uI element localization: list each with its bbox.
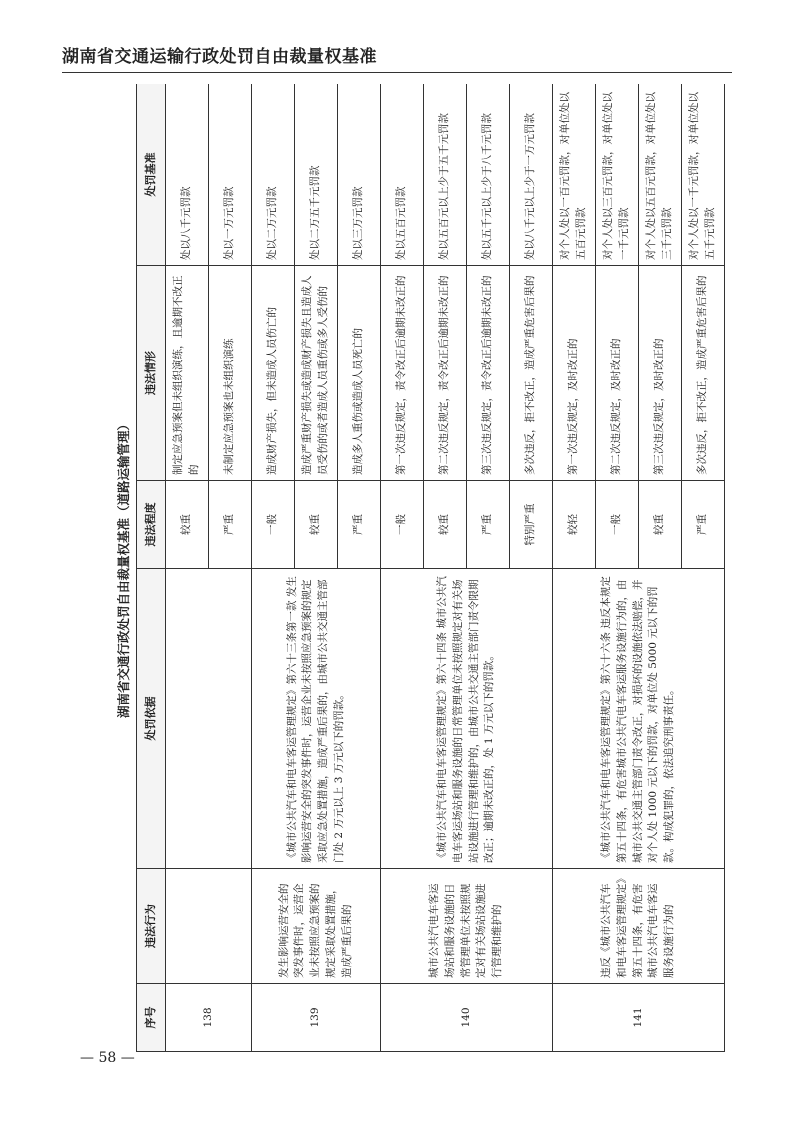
rotated-table-frame <box>112 84 729 1052</box>
violation-circumstance: 第三次违反规定，及时改正的 <box>639 266 682 481</box>
violation-degree: 严重 <box>338 481 381 569</box>
violation-degree: 严重 <box>682 481 725 569</box>
row-number: 141 <box>553 984 725 1052</box>
violation-degree: 特别严重 <box>510 481 553 569</box>
document-header-title: 湖南省交通运输行政处罚自由裁量权基准 <box>62 47 377 67</box>
violation-circumstance: 第二次违反规定，及时改正的 <box>596 266 639 481</box>
penalty-standard: 处以五千元以上少于八千元罚款 <box>467 84 510 266</box>
violation-circumstance: 造成财产损失，但未造成人员伤亡的 <box>252 266 295 481</box>
violation-circumstance: 多次违反，拒不改正，造成严重危害后果的 <box>510 266 553 481</box>
row-number: 139 <box>252 984 381 1052</box>
penalty-basis: 《城市公共汽车和电车客运管理规定》第六十四条 城市公共汽电车客运场站和服务设施的日常管理单位未按照规定对有关场站设施进行管理和维护的，由城市公共交通主管部门责令限期改正；逾期未改正的，处 1 万元以下的罚款。 <box>381 569 553 869</box>
penalty-standards-table <box>136 84 725 1052</box>
penalty-standard: 处以八千元罚款 <box>166 84 209 266</box>
violation-degree: 较重 <box>424 481 467 569</box>
violation-circumstance: 第三次违反规定，责令改正后逾期未改正的 <box>467 266 510 481</box>
penalty-standard: 处以二万元罚款 <box>252 84 295 266</box>
penalty-standard: 处以一万元罚款 <box>209 84 252 266</box>
violation-degree: 一般 <box>596 481 639 569</box>
violation-degree: 较重 <box>295 481 338 569</box>
violation-circumstance: 制定应急预案但未组织演练，且逾期不改正的 <box>166 266 209 481</box>
violation-circumstance: 第一次违反规定，及时改正的 <box>553 266 596 481</box>
row-number: 140 <box>381 984 553 1052</box>
table-row <box>553 84 596 1052</box>
col-header-act: 违法行为 <box>137 869 166 984</box>
violation-circumstance: 多次违反，拒不改正，造成严重危害后果的 <box>682 266 725 481</box>
penalty-standard: 处以五百元以上少于五千元罚款 <box>424 84 467 266</box>
header-rule <box>62 72 732 73</box>
table-header-row <box>137 84 166 1052</box>
violation-degree: 一般 <box>252 481 295 569</box>
penalty-basis: 《城市公共汽车和电车客运管理规定》第六十六条 违反本规定第五十四条，有危害城市公共汽电车客运服务设施行为的，由城市公共交通主管部门责令改正，对损坏的设施依法赔偿，并对个人处 1000 元以下的罚款，对单位处 5000 元以下的罚款。构成犯罪的，依法追究刑事责任。 <box>553 569 725 869</box>
col-header-basis: 处罚依据 <box>137 569 166 869</box>
col-header-standard: 处罚基准 <box>137 84 166 266</box>
violation-degree: 一般 <box>381 481 424 569</box>
violation-circumstance: 第二次违反规定，责令改正后逾期未改正的 <box>424 266 467 481</box>
violation-act: 发生影响运营安全的突发事件时，运营企业未按照应急预案的规定采取处置措施，造成严重后果的 <box>252 869 381 984</box>
violation-degree: 严重 <box>467 481 510 569</box>
penalty-standard: 处以三万元罚款 <box>338 84 381 266</box>
page-number: — 58 — <box>80 1050 135 1066</box>
row-number: 138 <box>166 984 252 1052</box>
table-title: 湖南省交通行政处罚自由裁量权基准（道路运输管理） <box>116 418 131 719</box>
violation-degree: 严重 <box>209 481 252 569</box>
penalty-standard: 对个人处以三百元罚款，对单位处以一千元罚款 <box>596 84 639 266</box>
violation-circumstance: 未制定应急预案也未组织演练 <box>209 266 252 481</box>
penalty-basis: 《城市公共汽车和电车客运管理规定》第六十三条第一款 发生影响运营安全的突发事件时，运营企业未按照应急预案的规定采取应急处置措施，造成严重后果的，由城市公共交通主管部门处 2 万元以上 3 万元以下的罚款。 <box>252 569 381 869</box>
violation-circumstance: 造成严重财产损失或造成财产损失且造成人员受伤的或者造成人员重伤或多人受伤的 <box>295 266 338 481</box>
penalty-standard: 对个人处以一百元罚款，对单位处以五百元罚款 <box>553 84 596 266</box>
penalty-standard: 对个人处以五百元罚款，对单位处以三千元罚款 <box>639 84 682 266</box>
col-header-circumstance: 违法情形 <box>137 266 166 481</box>
table-row <box>166 84 209 1052</box>
violation-degree: 较重 <box>639 481 682 569</box>
col-header-no: 序号 <box>137 984 166 1052</box>
table-row <box>252 84 295 1052</box>
rotated-table-content <box>112 84 729 1052</box>
violation-act: 违反《城市公共汽车和电车客运管理规定》第五十四条，有危害城市公共汽电车客运服务设施行为的 <box>553 869 725 984</box>
violation-degree: 较重 <box>166 481 209 569</box>
penalty-standard: 处以五百元罚款 <box>381 84 424 266</box>
penalty-standard: 处以八千元以上少于一万元罚款 <box>510 84 553 266</box>
penalty-basis <box>166 569 252 869</box>
violation-circumstance: 造成多人重伤或造成人员死亡的 <box>338 266 381 481</box>
violation-circumstance: 第一次违反规定，责令改正后逾期未改正的 <box>381 266 424 481</box>
table-row <box>381 84 424 1052</box>
violation-act: 城市公共汽电车客运场站和服务设施的日常管理单位未按照规定对有关场站设施进行管理和维护的 <box>381 869 553 984</box>
col-header-degree: 违法程度 <box>137 481 166 569</box>
violation-act <box>166 869 252 984</box>
penalty-standard: 处以二万五千元罚款 <box>295 84 338 266</box>
penalty-standard: 对个人处以一千元罚款，对单位处以五千元罚款 <box>682 84 725 266</box>
violation-degree: 较轻 <box>553 481 596 569</box>
